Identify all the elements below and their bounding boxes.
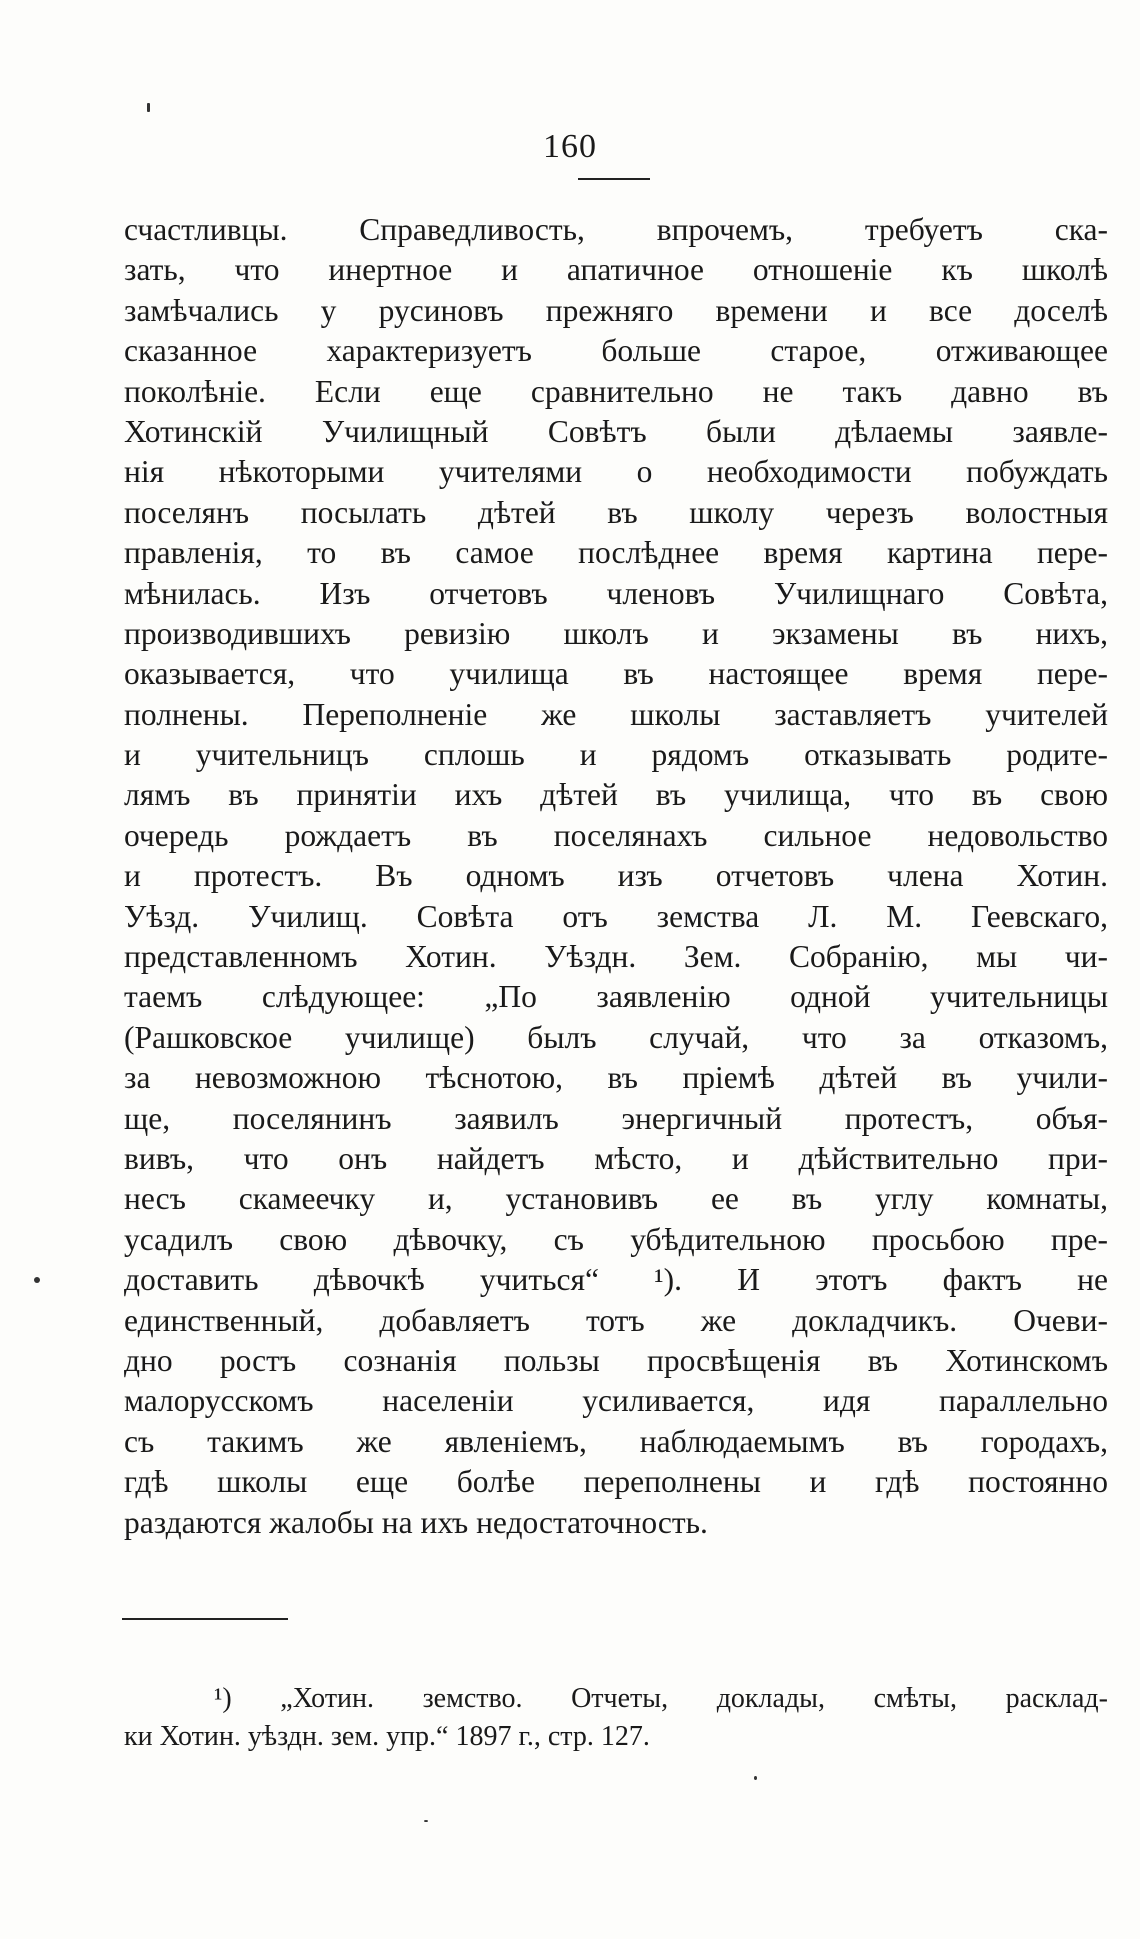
scan-speck — [424, 1820, 428, 1822]
body-line: доставить дѣвочкѣ учиться“ ¹). И этотъ фактъ не — [124, 1262, 1108, 1298]
body-text — [124, 210, 1108, 1543]
body-line: таемъ слѣдующее: „По заявленію одной учительницы — [124, 979, 1108, 1015]
scan-speck — [147, 103, 150, 112]
body-line: зать, что инертное и апатичное отношеніе къ школѣ — [124, 252, 1108, 288]
body-line: правленія, то въ самое послѣднее время картина пере- — [124, 535, 1108, 571]
footnotes — [124, 1680, 1108, 1756]
page-number: 160 — [543, 128, 597, 165]
body-line: (Рашковское училище) былъ случай, что за отказомъ, — [124, 1019, 1108, 1055]
body-line: несъ скамеечку и, установивъ ее въ углу комнаты, — [124, 1181, 1108, 1217]
body-line: за невозможною тѣснотою, въ пріемѣ дѣтей въ учили- — [124, 1060, 1108, 1096]
footnote-separator — [122, 1618, 288, 1620]
body-line: нія нѣкоторыми учителями о необходимости побуждать — [124, 454, 1108, 490]
body-line: лямъ въ принятіи ихъ дѣтей въ училища, что въ свою — [124, 777, 1108, 813]
body-line: малорусскомъ населеніи усиливается, идя параллельно — [124, 1383, 1108, 1419]
body-line: ще, поселянинъ заявилъ энергичный протестъ, объя- — [124, 1100, 1108, 1136]
body-line: сказанное характеризуетъ больше старое, отживающее — [124, 333, 1108, 369]
body-line: очередь рождаетъ въ поселянахъ сильное недовольство — [124, 817, 1108, 853]
scan-speck — [754, 1776, 757, 1780]
body-line: производившихъ ревизію школъ и экзамены въ нихъ, — [124, 615, 1108, 651]
body-line: съ такимъ же явленіемъ, наблюдаемымъ въ городахъ, — [124, 1423, 1108, 1459]
body-line: вивъ, что онъ найдетъ мѣсто, и дѣйствительно при- — [124, 1140, 1108, 1176]
body-line: гдѣ школы еще болѣе переполнены и гдѣ постоянно — [124, 1464, 1108, 1500]
body-line: Уѣзд. Училищ. Совѣта отъ земства Л. М. Геевскаго, — [124, 898, 1108, 934]
body-line: мѣнилась. Изъ отчетовъ членовъ Училищнаго Совѣта, — [124, 575, 1108, 611]
body-line: единственный, добавляетъ тотъ же докладчикъ. Очеви- — [124, 1302, 1108, 1338]
body-line: представленномъ Хотин. Уѣздн. Зем. Собранію, мы чи- — [124, 939, 1108, 975]
body-line: поколѣніе. Если еще сравнительно не такъ давно въ — [124, 373, 1108, 409]
body-line: дно ростъ сознанія пользы просвѣщенія въ Хотинскомъ — [124, 1342, 1108, 1378]
body-line: оказывается, что училища въ настоящее время пере- — [124, 656, 1108, 692]
body-line-last: раздаются жалобы на ихъ недостаточность. — [124, 1504, 708, 1540]
scan-speck — [34, 1277, 40, 1283]
body-line: и учительницъ сплошь и рядомъ отказывать родите- — [124, 737, 1108, 773]
body-line: замѣчались у русиновъ прежняго времени и все доселѣ — [124, 292, 1108, 328]
body-line: полнены. Переполненіе же школы заставляетъ учителей — [124, 696, 1108, 732]
body-line: и протестъ. Въ одномъ изъ отчетовъ члена Хотин. — [124, 858, 1108, 894]
body-line: Хотинскій Училищный Совѣтъ были дѣлаемы заявле- — [124, 413, 1108, 449]
body-line: поселянъ посылать дѣтей въ школу черезъ волостныя — [124, 494, 1108, 530]
body-line: счастливцы. Справедливость, впрочемъ, требуетъ ска- — [124, 212, 1108, 247]
footnote-line: ¹) „Хотин. земство. Отчеты, доклады, смѣты, расклад- — [214, 1683, 1108, 1714]
footnote-line: ки Хотин. уѣздн. зем. упр.“ 1897 г., стр. 127. — [124, 1721, 650, 1752]
page-number-underline — [578, 178, 650, 180]
body-line: усадилъ свою дѣвочку, съ убѣдительною просьбою пре- — [124, 1221, 1108, 1257]
